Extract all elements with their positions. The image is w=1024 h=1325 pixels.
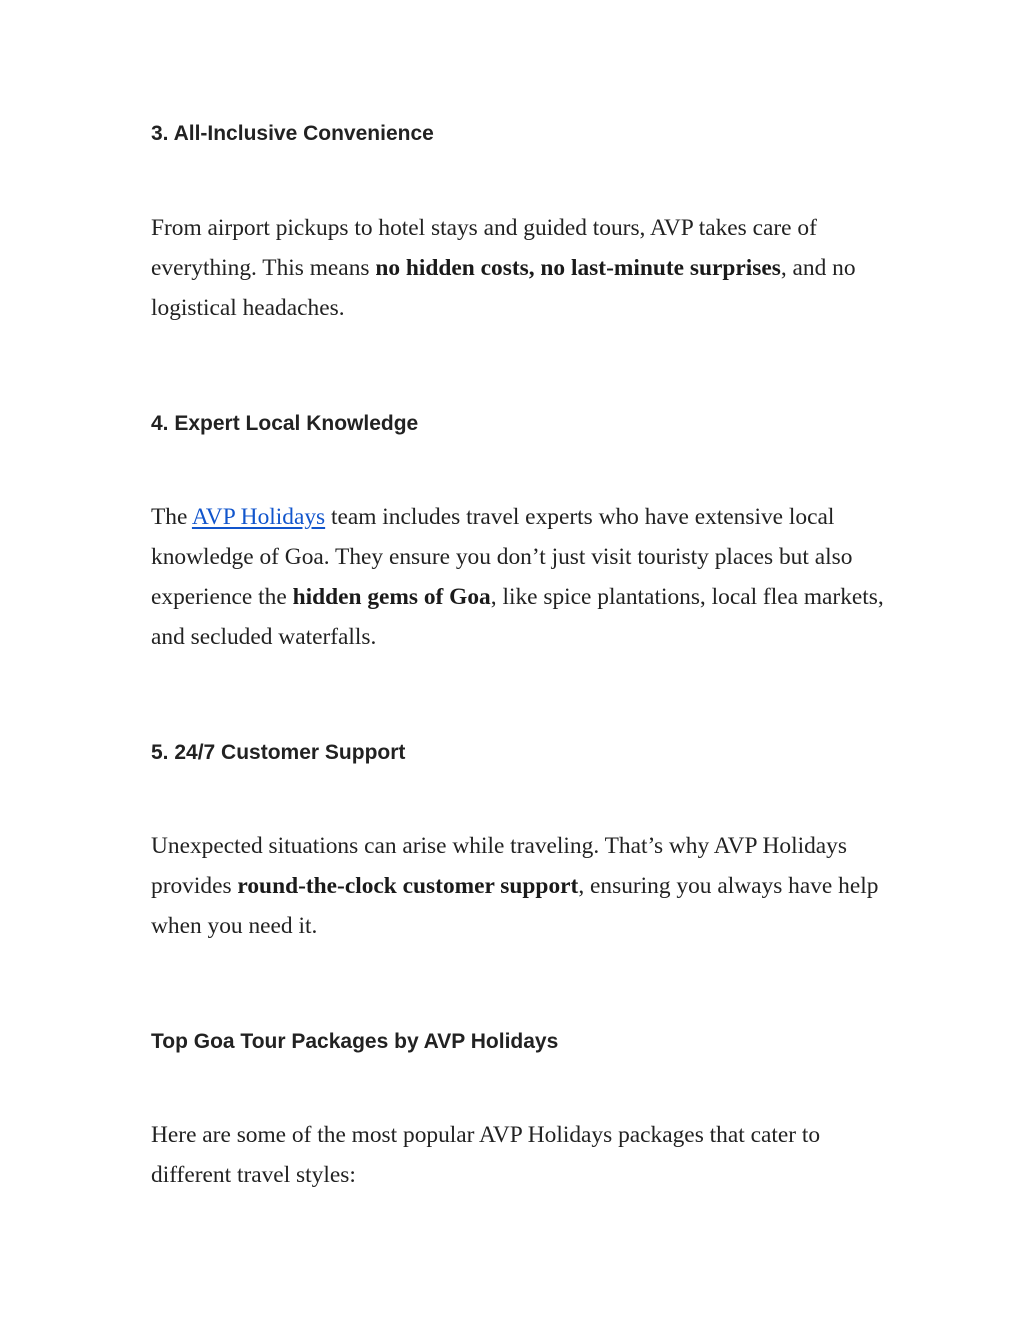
paragraph-text: Here are some of the most popular AVP Holidays packages that cater to different travel styles: [151, 1122, 821, 1188]
paragraph-local-knowledge [151, 497, 891, 657]
paragraph-text: , and no logistical headaches. [151, 255, 856, 321]
section-heading-top-packages: Top Goa Tour Packages by AVP Holidays [151, 1030, 559, 1053]
avp-holidays-link[interactable]: AVP Holidays [191, 504, 326, 530]
bold-text: round-the-clock customer support [237, 873, 579, 899]
bold-text: no hidden costs, no last-minute surprises [375, 255, 781, 281]
section-heading-customer-support: 5. 24/7 Customer Support [151, 741, 406, 764]
paragraph-text: team includes travel experts who have extensive local knowledge of Goa. They ensure you don’t just visit touristy places but also experience the [151, 504, 853, 610]
paragraph-top-packages [151, 1115, 891, 1195]
section-heading-local-knowledge: 4. Expert Local Knowledge [151, 412, 419, 435]
paragraph-text: From airport pickups to hotel stays and guided tours, AVP takes care of everything. This means [151, 215, 817, 281]
paragraph-text: , ensuring you always have help when you need it. [151, 873, 879, 939]
paragraph-text: , like spice plantations, local flea markets, and secluded waterfalls. [151, 584, 884, 650]
paragraph-customer-support [151, 826, 891, 946]
bold-text: hidden gems of Goa [292, 584, 491, 610]
paragraph-text: Unexpected situations can arise while traveling. That’s why AVP Holidays provides [151, 833, 847, 899]
section-heading-all-inclusive: 3. All-Inclusive Convenience [151, 122, 434, 145]
paragraph-text: The [151, 504, 192, 530]
paragraph-all-inclusive [151, 208, 891, 328]
